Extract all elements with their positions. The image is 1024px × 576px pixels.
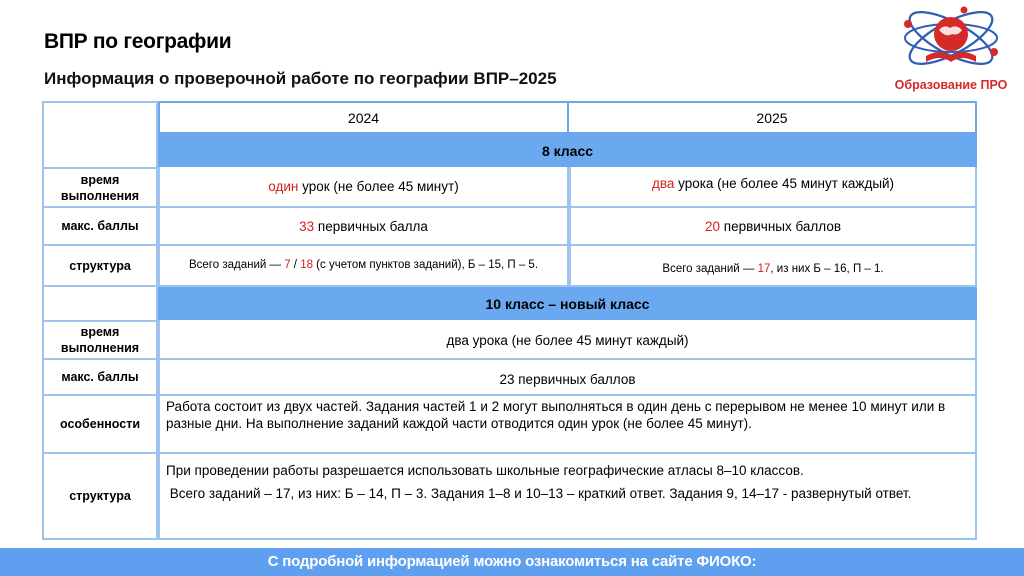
accent-text: 18 <box>300 259 313 271</box>
page-title: ВПР по географии <box>44 30 232 53</box>
logo-text: Образование ПРО <box>894 78 1008 92</box>
structure-line-2: Всего заданий – 17, из них: Б – 14, П – 3. Задания 1–8 и 10–13 – краткий ответ. Задания 9, 14–17 - развернутый ответ. <box>166 486 912 501</box>
grade10-time-value: два урока (не более 45 минут каждый) <box>158 320 977 360</box>
grade10-time-label: время выполнения <box>42 320 158 360</box>
grade10-structure-row <box>42 454 977 540</box>
grade10-band: 10 класс – новый класс <box>158 287 977 320</box>
grade8-time-2025 <box>569 167 977 208</box>
grade8-score-row <box>42 208 977 246</box>
value-text: (с учетом пунктов заданий), Б – 15, П – 5. <box>312 259 539 271</box>
value-text: , из них Б – 16, П – 1. <box>770 263 884 275</box>
accent-text: 20 <box>704 218 721 234</box>
value-text: урок (не более 45 минут) <box>298 179 459 194</box>
grade10-score-value: 23 первичных баллов <box>158 360 977 396</box>
grade10-features-value: Работа состоит из двух частей. Задания частей 1 и 2 могут выполняться в один день с перерывом не менее 10 минут или в разные дни. На выполнение заданий каждой части отводится один урок (не более 45 минут). <box>158 396 977 454</box>
value-text: Всего заданий — <box>188 259 285 271</box>
grade10-structure-label: структура <box>42 454 158 540</box>
grade10-time-row <box>42 320 977 360</box>
grade10-features-label: особенности <box>42 396 158 454</box>
grade8-score-2025 <box>569 208 977 246</box>
grade8-structure-row <box>42 246 977 287</box>
grade8-score-label: макс. баллы <box>42 208 158 246</box>
accent-text: 7 <box>284 259 291 271</box>
page-subtitle: Информация о проверочной работе по географии ВПР–2025 <box>44 69 557 88</box>
grade10-score-label: макс. баллы <box>42 360 158 396</box>
accent-text: 17 <box>757 263 771 275</box>
grade10-features-row <box>42 396 977 454</box>
table-header-row <box>42 101 977 134</box>
grade8-structure-2025 <box>569 246 977 287</box>
value-text: урока (не более 45 минут каждый) <box>674 176 895 191</box>
grade8-time-2024 <box>158 167 569 208</box>
column-header-2024: 2024 <box>158 101 569 134</box>
atom-book-globe-icon <box>878 4 1024 80</box>
value-text: Всего заданий — <box>662 263 758 275</box>
grade10-structure-value <box>158 454 977 540</box>
grade8-time-label: время выполнения <box>42 167 158 208</box>
structure-line-1: При проведении работы разрешается использовать школьные географические атласы 8–10 классов. <box>166 463 804 478</box>
grade8-score-2024 <box>158 208 569 246</box>
value-text: первичных баллов <box>720 218 842 234</box>
grade8-band: 8 класс <box>158 134 977 167</box>
footer-banner[interactable]: С подробной информацией можно ознакомиться на сайте ФИОКО: <box>0 548 1024 576</box>
accent-text: два <box>651 176 675 191</box>
value-text: / <box>290 259 301 271</box>
value-text: первичных балла <box>314 218 428 234</box>
grade8-structure-2024 <box>158 246 569 287</box>
grade8-time-row <box>42 167 977 208</box>
accent-text: 33 <box>299 218 315 234</box>
grade10-band-row <box>42 287 977 320</box>
grade10-band-corner <box>42 287 158 320</box>
logo <box>878 4 1024 96</box>
accent-text: один <box>268 179 299 194</box>
grade8-band-row <box>42 134 977 167</box>
column-header-2025: 2025 <box>569 101 977 134</box>
grade8-structure-label: структура <box>42 246 158 287</box>
grade10-score-row <box>42 360 977 396</box>
